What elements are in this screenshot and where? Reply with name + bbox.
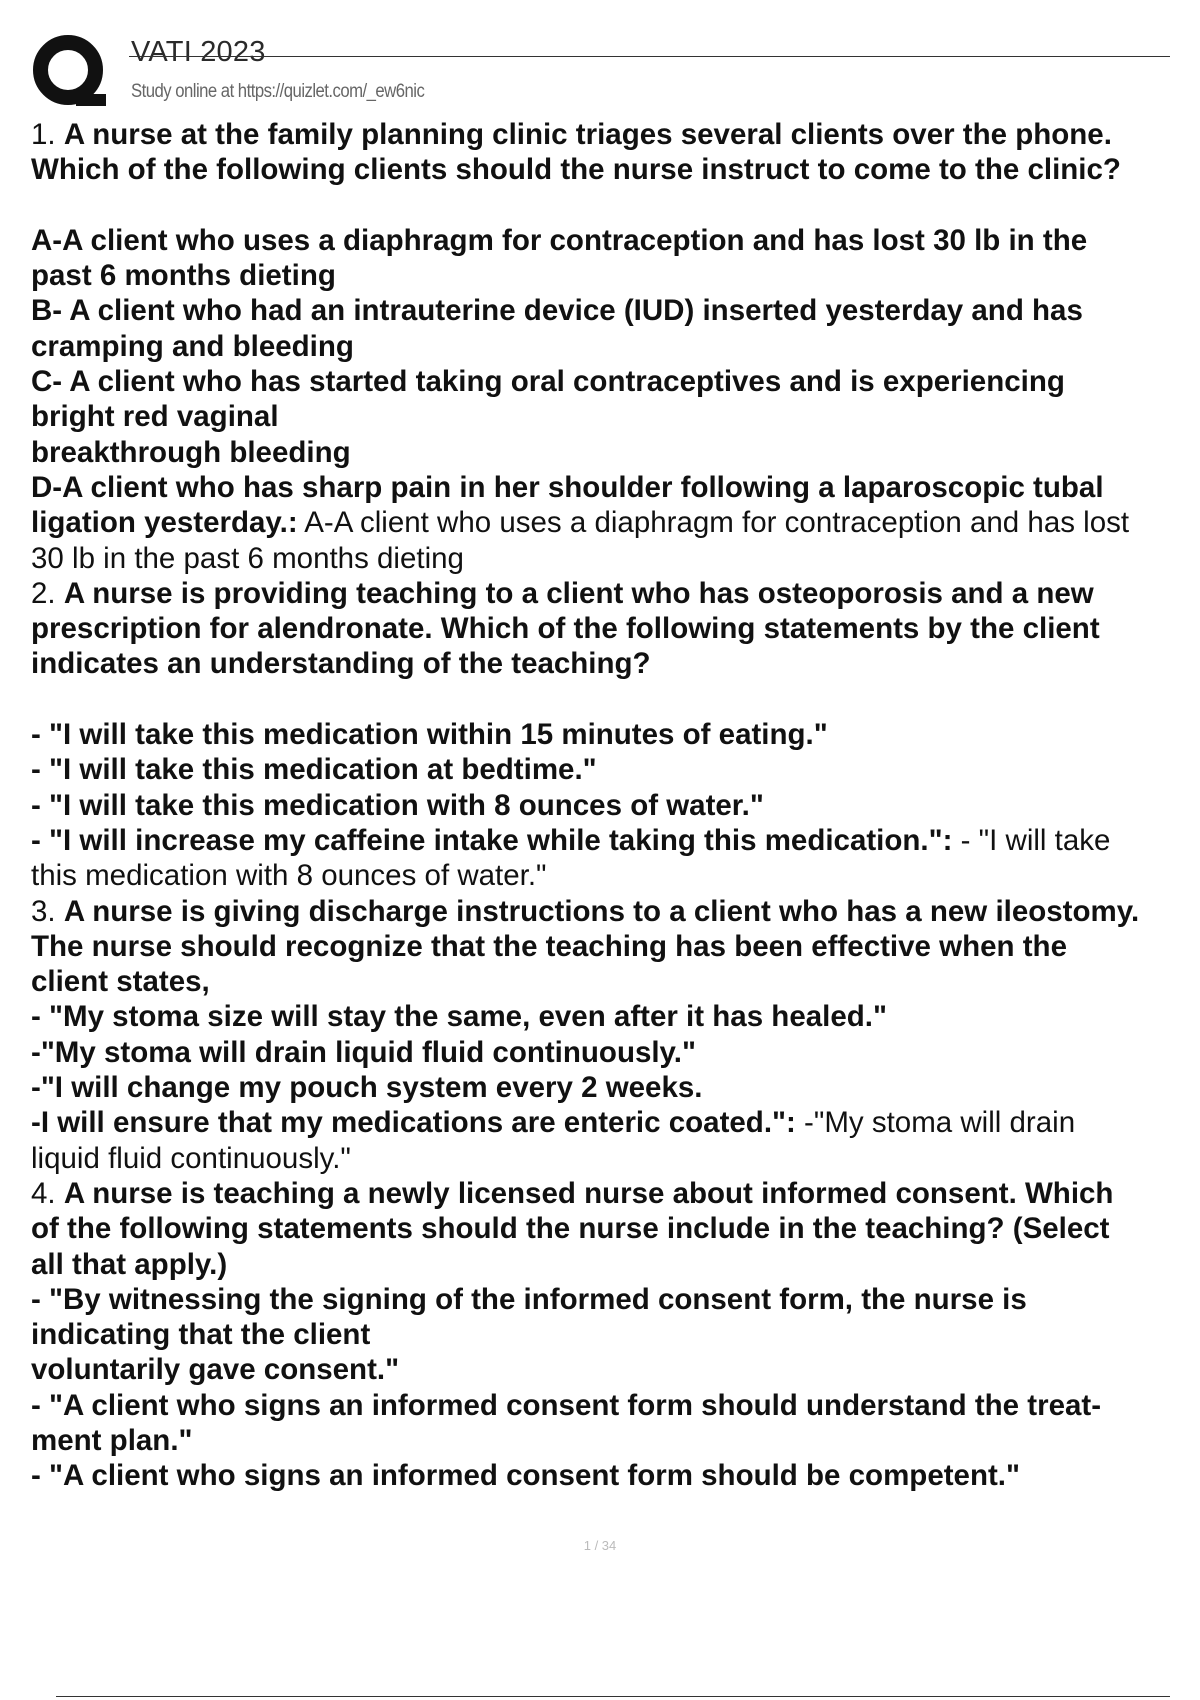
question-number: 2.: [31, 576, 56, 610]
question-stem-line: The nurse should recognize that the teaching has been effective when the: [31, 929, 1067, 963]
option-line: breakthrough bleeding: [31, 435, 351, 469]
answer-line: ligation yesterday.: A-A client who uses a diaphragm for contraception and has lost: [31, 506, 1130, 540]
answer-text: this medication with 8 ounces of water.": [31, 859, 547, 893]
option-line: - "A client who signs an informed consent form should be competent.": [31, 1459, 1020, 1493]
question-stem-line: all that apply.): [31, 1247, 228, 1281]
option-line: - "By witnessing the signing of the informed consent form, the nurse is: [31, 1282, 1027, 1316]
blank-line: [31, 188, 1191, 223]
footer-divider: [56, 1696, 1170, 1697]
option-line: -"My stoma will drain liquid fluid continuously.": [31, 1035, 696, 1069]
question-number: 1.: [31, 118, 56, 151]
header-divider: [129, 56, 1170, 57]
question-content: [31, 117, 1191, 1494]
question-stem-line: client states,: [31, 965, 210, 999]
option-line: D-A client who has sharp pain in her shoulder following a laparoscopic tubal: [31, 470, 1104, 504]
question-1: [31, 117, 1191, 576]
answer-text: 30 lb in the past 6 months dieting: [31, 541, 464, 575]
option-line: - "I will take this medication at bedtime.": [31, 753, 597, 787]
question-4: [31, 1176, 1191, 1494]
option-line: ment plan.": [31, 1423, 193, 1457]
question-stem-line: 2. A nurse is providing teaching to a client who has osteoporosis and a new: [31, 576, 1094, 610]
quizlet-logo-icon: [32, 34, 110, 112]
option-line: - "My stoma size will stay the same, even after it has healed.": [31, 1000, 887, 1034]
question-stem-line: 1. A nurse at the family planning clinic triages several clients over the phone.: [31, 118, 1112, 151]
answer-text: -"My stoma will drain: [795, 1106, 1076, 1140]
option-line: B- A client who had an intrauterine device (IUD) inserted yesterday and has: [31, 294, 1083, 328]
question-stem-line: indicates an understanding of the teaching?: [31, 647, 651, 681]
study-link-text: Study online at https://quizlet.com/_ew6nic: [131, 81, 425, 102]
option-line: bright red vaginal: [31, 400, 279, 434]
question-stem-line: Which of the following clients should the nurse instruct to come to the clinic?: [31, 153, 1121, 187]
option-line: indicating that the client: [31, 1318, 371, 1352]
option-line: cramping and bleeding: [31, 329, 354, 363]
blank-line: [31, 682, 1191, 717]
question-3: [31, 894, 1191, 1176]
question-stem-line: prescription for alendronate. Which of the following statements by the client: [31, 612, 1100, 646]
answer-text: liquid fluid continuously.": [31, 1141, 351, 1175]
option-line: C- A client who has started taking oral contraceptives and is experiencing: [31, 365, 1065, 399]
answer-text: A-A client who uses a diaphragm for contraception and has lost: [297, 506, 1130, 540]
option-line: A-A client who uses a diaphragm for contraception and has lost 30 lb in the: [31, 223, 1088, 257]
option-line: voluntarily gave consent.": [31, 1353, 400, 1387]
question-stem-line: 3. A nurse is giving discharge instructions to a client who has a new ileostomy.: [31, 894, 1140, 928]
document-title: VATI 2023: [131, 36, 266, 68]
option-line: - "I will take this medication with 8 ounces of water.": [31, 788, 764, 822]
question-stem-line: 4. A nurse is teaching a newly licensed nurse about informed consent. Which: [31, 1176, 1114, 1210]
option-line: - "I will take this medication within 15 minutes of eating.": [31, 718, 828, 752]
document-header: [30, 30, 1170, 114]
page-number: 1 / 34: [583, 1538, 617, 1553]
question-stem-line: of the following statements should the nurse include in the teaching? (Select: [31, 1212, 1110, 1246]
question-2: [31, 576, 1191, 894]
option-line: -"I will change my pouch system every 2 weeks.: [31, 1071, 703, 1105]
answer-text: - "I will take: [952, 823, 1111, 857]
answer-line: -I will ensure that my medications are enteric coated.": -"My stoma will drain: [31, 1106, 1076, 1140]
option-line: - "A client who signs an informed consent form should understand the treat-: [31, 1388, 1102, 1422]
answer-line: - "I will increase my caffeine intake while taking this medication.": - "I will take: [31, 823, 1111, 857]
option-line: past 6 months dieting: [31, 259, 336, 293]
question-number: 4.: [31, 1176, 56, 1210]
question-number: 3.: [31, 894, 56, 928]
